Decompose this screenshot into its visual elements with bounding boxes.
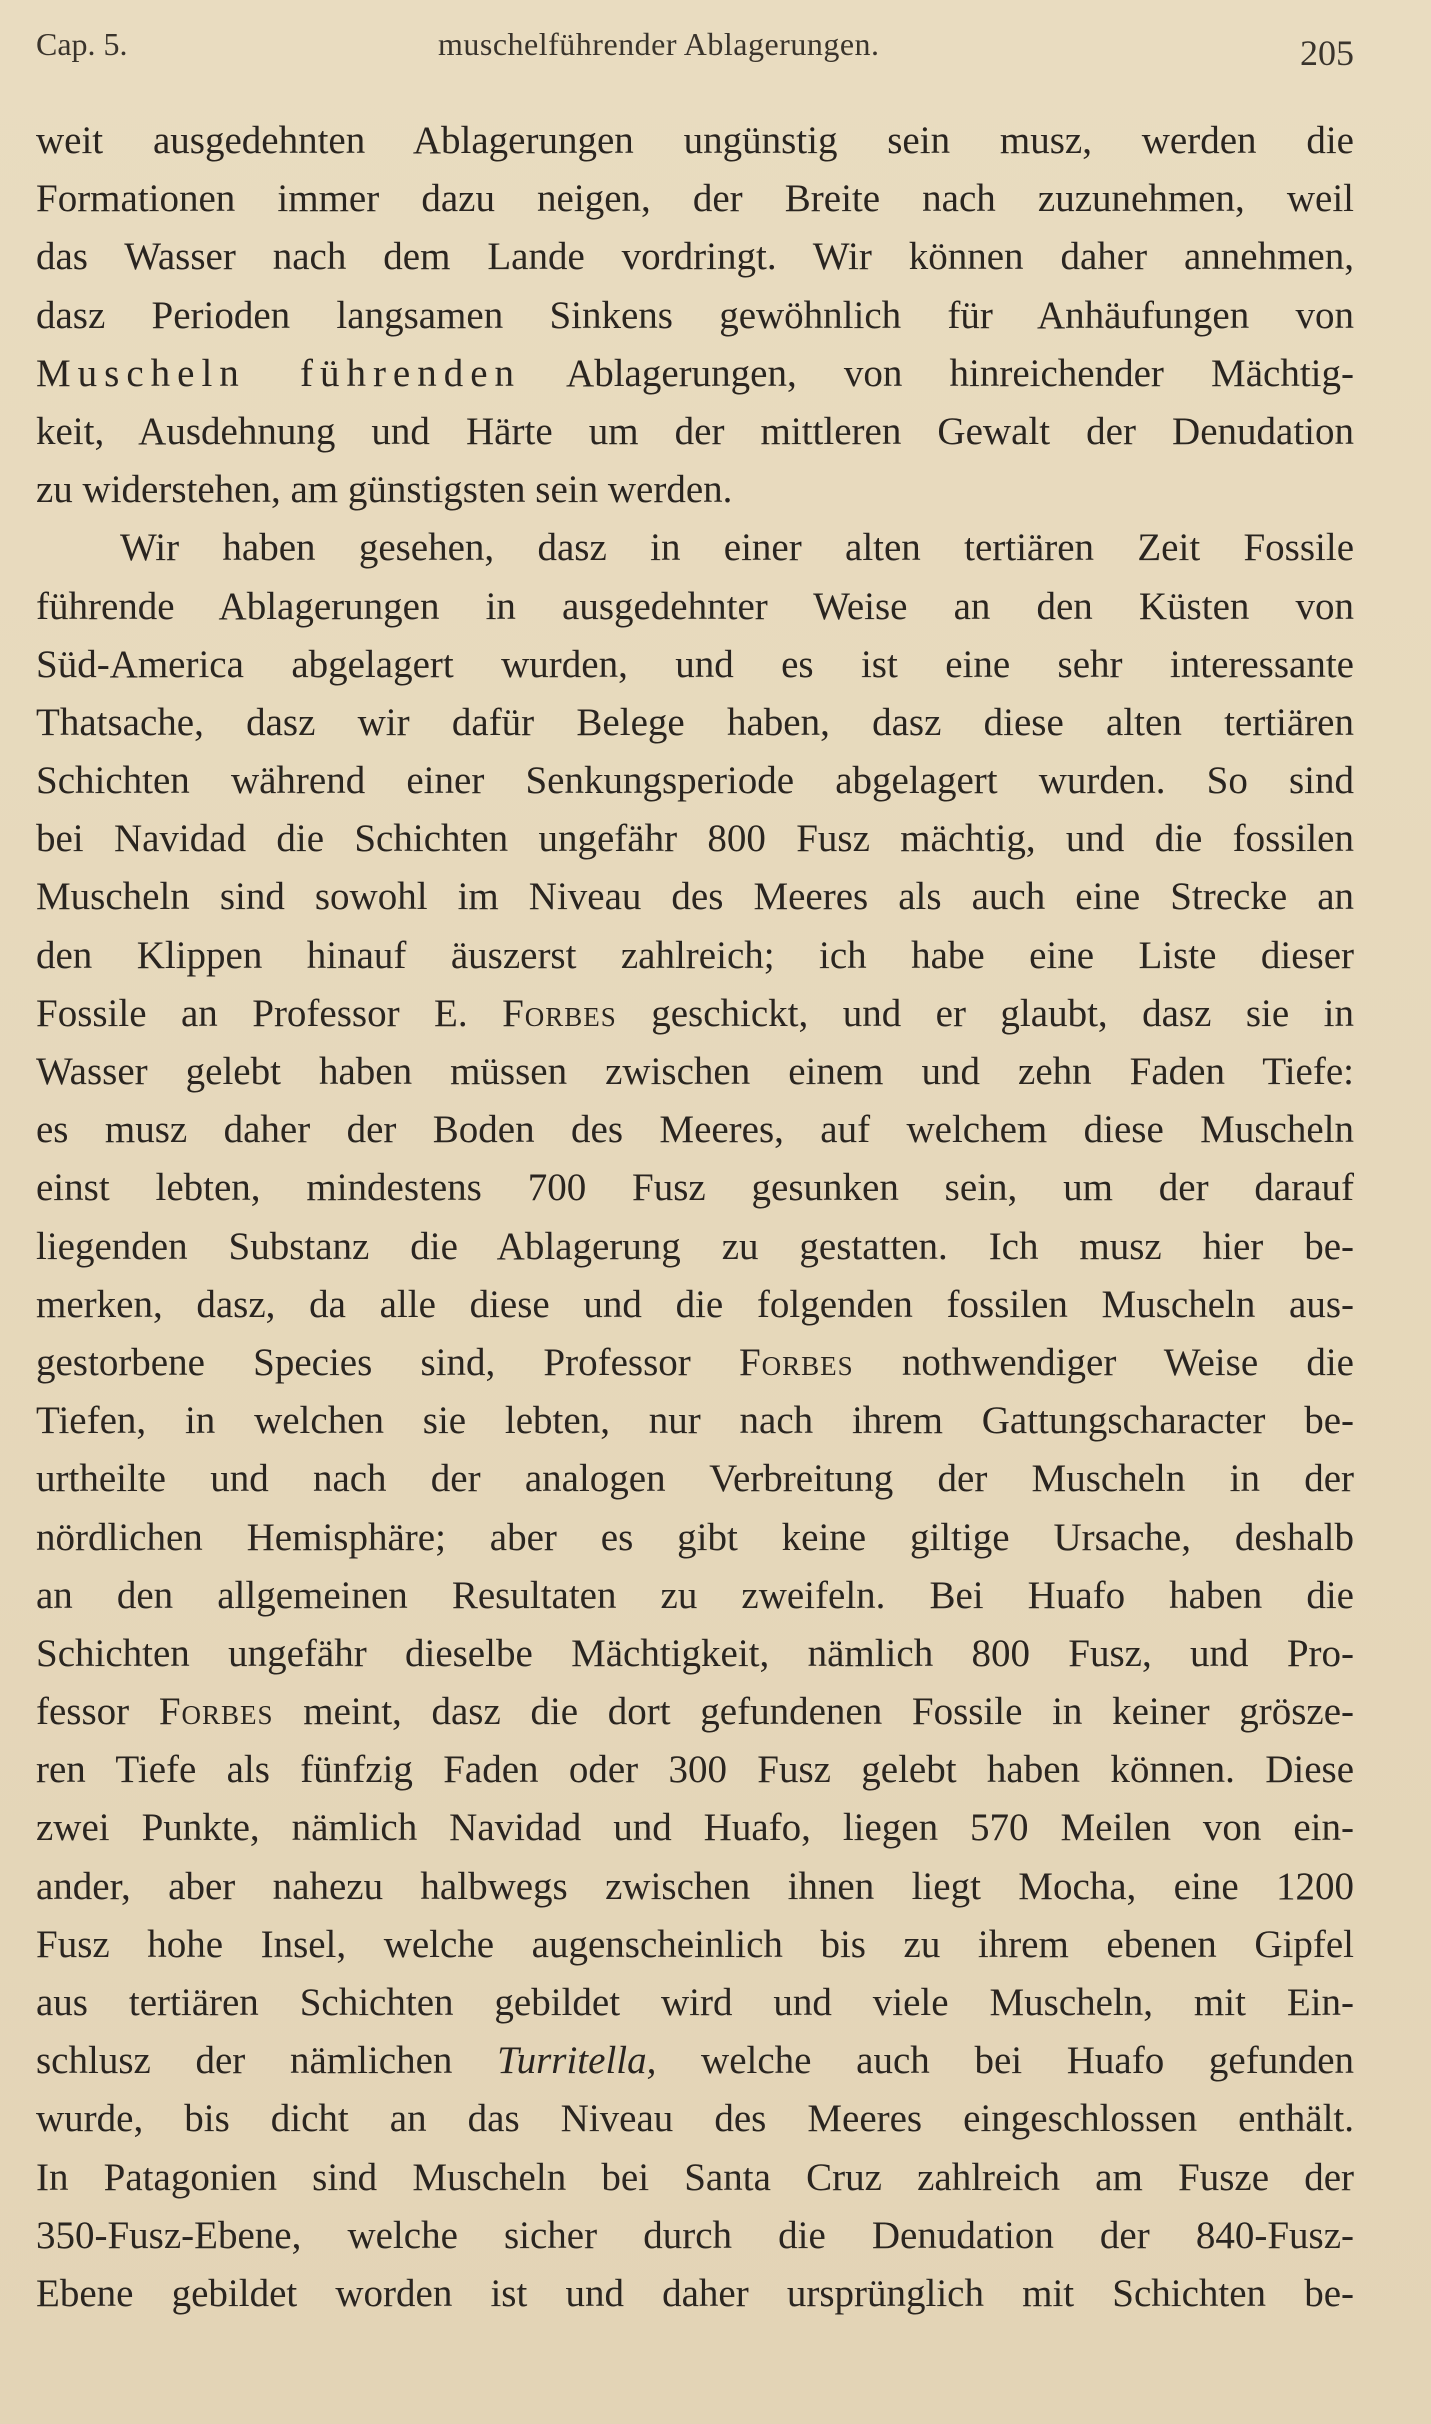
page-number: 205 (1300, 33, 1354, 73)
text-line: schlusz der nämlichen Turritella, welche auch bei Huafo gefunden (36, 2039, 1354, 2083)
body-text (36, 112, 1354, 2323)
text-line: In Patagonien sind Muscheln bei Santa Cruz zahlreich am Fusze der (36, 2155, 1354, 2199)
text-line: an den allgemeinen Resultaten zu zweifeln. Bei Huafo haben die (36, 1573, 1354, 1617)
text-line: merken, dasz, da alle diese und die folgenden fossilen Muscheln aus- (36, 1282, 1354, 1326)
text-line: Fusz hohe Insel, welche augenscheinlich bis zu ihrem ebenen Gipfel (36, 1922, 1354, 1966)
text-line: bei Navidad die Schichten ungefähr 800 Fusz mächtig, und die fossilen (36, 817, 1354, 861)
text-line: dasz Perioden langsamen Sinkens gewöhnlich für Anhäufungen von (36, 293, 1354, 337)
author-name: Forbes (502, 991, 617, 1035)
text-line: Fossile an Professor E. Forbes geschickt, und er glaubt, dasz sie in (36, 991, 1354, 1035)
text-line: fessor Forbes meint, dasz die dort gefundenen Fossile in keiner grösze- (36, 1690, 1354, 1734)
text-line: Tiefen, in welchen sie lebten, nur nach ihrem Gattungscharacter be- (36, 1399, 1354, 1443)
text-line: das Wasser nach dem Lande vordringt. Wir können daher annehmen, (36, 235, 1354, 279)
text-line: urtheilte und nach der analogen Verbreitung der Muscheln in der (36, 1457, 1354, 1501)
text-line: nördlichen Hemisphäre; aber es gibt keine giltige Ursache, deshalb (36, 1515, 1354, 1559)
text-line: weit ausgedehnten Ablagerungen ungünstig sein musz, werden die (36, 119, 1354, 162)
text-line: aus tertiären Schichten gebildet wird und viele Muscheln, mit Ein- (36, 1981, 1354, 2024)
text-line: zwei Punkte, nämlich Navidad und Huafo, liegen 570 Meilen von ein- (36, 1806, 1354, 1850)
text-line: Süd-America abgelagert wurden, und es ist eine sehr interessante (36, 642, 1354, 686)
text-line: Schichten ungefähr dieselbe Mächtigkeit, nämlich 800 Fusz, und Pro- (36, 1631, 1354, 1675)
text-line: Schichten während einer Senkungsperiode abgelagert wurden. So sind (36, 759, 1354, 803)
text-line: es musz daher der Boden des Meeres, auf welchem diese Muscheln (36, 1108, 1354, 1152)
text-line: 350-Fusz-Ebene, welche sicher durch die Denudation der 840-Fusz- (36, 2213, 1354, 2257)
text-line: gestorbene Species sind, Professor Forbes nothwendiger Weise die (36, 1340, 1354, 1384)
text-line: Thatsache, dasz wir dafür Belege haben, dasz diese alten tertiären (36, 700, 1354, 744)
emphasized-phrase: Muscheln führenden (36, 351, 522, 395)
running-title: muschelführender Ablagerungen. (438, 26, 880, 62)
chapter-label: Cap. 5. (36, 26, 128, 62)
paragraph-start-line: Wir haben gesehen, dasz in einer alten tertiären Zeit Fossile (120, 526, 1354, 570)
text-line: ander, aber nahezu halbwegs zwischen ihnen liegt Mocha, eine 1200 (36, 1864, 1354, 1908)
text-line: keit, Ausdehnung und Härte um der mittleren Gewalt der Denudation (36, 409, 1354, 453)
text-line: Formationen immer dazu neigen, der Breite nach zuzunehmen, weil (36, 177, 1354, 221)
author-name: Forbes (158, 1690, 274, 1734)
running-head (36, 22, 1354, 72)
text-line: wurde, bis dicht an das Niveau des Meeres eingeschlossen enthält. (36, 2097, 1354, 2141)
text-line: zu widerstehen, am günstigsten sein werden. (36, 468, 733, 512)
text-line: liegenden Substanz die Ablagerung zu gestatten. Ich musz hier be- (36, 1224, 1354, 1268)
text-line: ren Tiefe als fünfzig Faden oder 300 Fusz gelebt haben können. Diese (36, 1748, 1354, 1792)
text-line: Muscheln sind sowohl im Niveau des Meeres als auch eine Strecke an (36, 875, 1354, 919)
text-line: führende Ablagerungen in ausgedehnter Weise an den Küsten von (36, 584, 1354, 628)
genus-name: Turritella, (497, 2039, 657, 2083)
text-line: Ebene gebildet worden ist und daher ursprünglich mit Schichten be- (36, 2271, 1354, 2315)
text-line: den Klippen hinauf äuszerst zahlreich; ich habe eine Liste dieser (36, 933, 1354, 977)
author-name: Forbes (738, 1340, 854, 1384)
text-line: Muscheln führenden Ablagerungen, von hinreichender Mächtig- (36, 351, 1354, 395)
text-line: Wasser gelebt haben müssen zwischen einem und zehn Faden Tiefe: (36, 1050, 1354, 1093)
text-line: einst lebten, mindestens 700 Fusz gesunken sein, um der darauf (36, 1166, 1354, 1210)
